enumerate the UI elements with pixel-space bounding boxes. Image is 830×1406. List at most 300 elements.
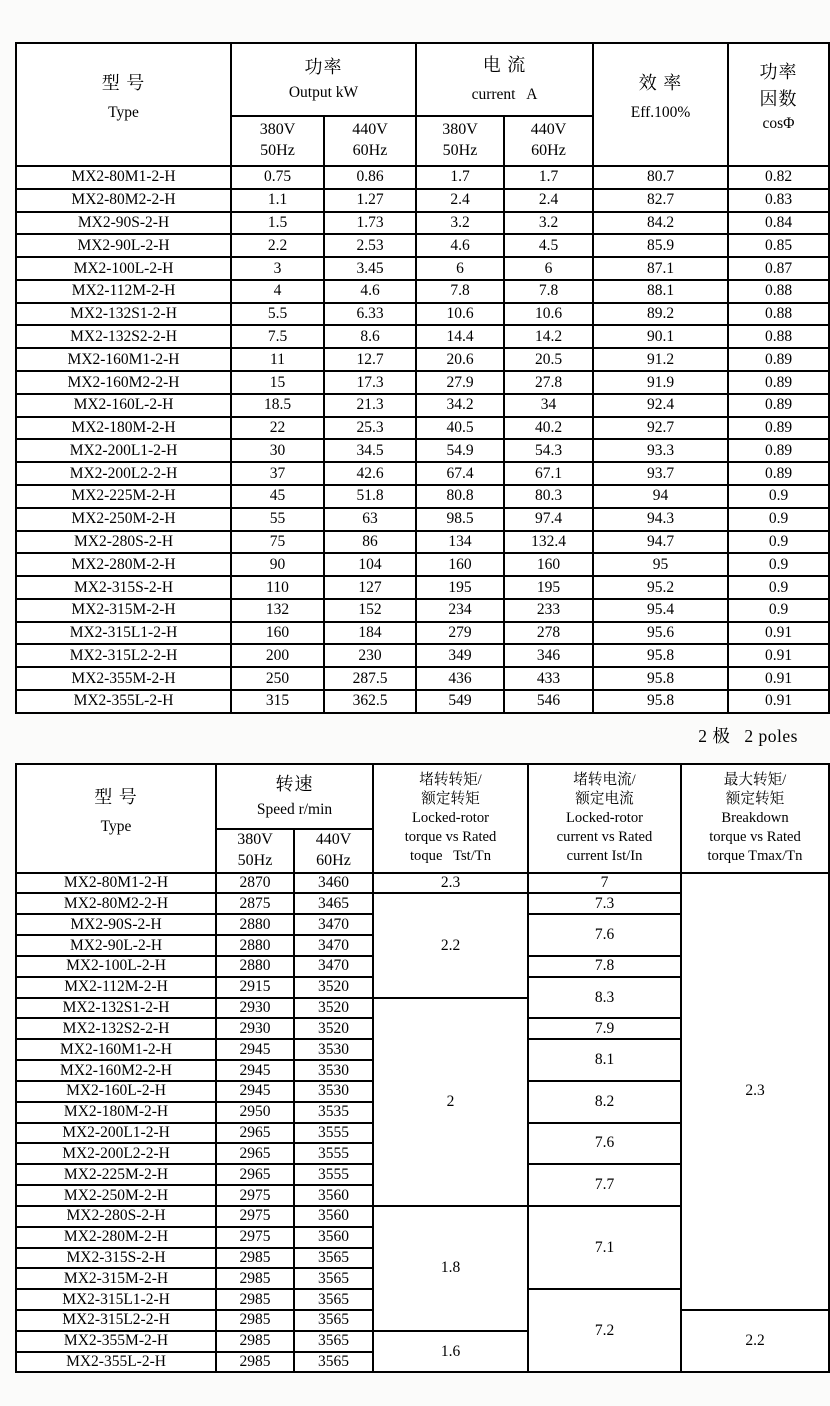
speed-440v-cell: 3560 xyxy=(294,1227,373,1248)
speed-380v-cell: 2945 xyxy=(216,1039,294,1060)
table-row xyxy=(16,599,829,622)
current-440v-cell: 54.3 xyxy=(504,439,593,462)
current-440v-cell: 34 xyxy=(504,394,593,417)
model-cell: MX2-180M-2-H xyxy=(16,1102,216,1123)
current-380v-cell: 549 xyxy=(416,690,504,713)
model-cell: MX2-112M-2-H xyxy=(16,977,216,998)
power-factor-cell: 0.9 xyxy=(728,485,829,508)
current-440v-cell: 278 xyxy=(504,622,593,645)
header-current-en: current A xyxy=(471,85,538,103)
table-row xyxy=(16,325,829,348)
output-380v-cell: 11 xyxy=(231,348,324,371)
power-factor-cell: 0.91 xyxy=(728,667,829,690)
speed-380v-cell: 2985 xyxy=(216,1331,294,1352)
speed-440v-cell: 3555 xyxy=(294,1123,373,1144)
locked-rotor-current-cell: 7.6 xyxy=(528,914,681,956)
speed-440v-cell: 3560 xyxy=(294,1206,373,1227)
output-440v-cell: 152 xyxy=(324,599,416,622)
table-row xyxy=(16,439,829,462)
output-440v-cell: 287.5 xyxy=(324,667,416,690)
header-efficiency-zh: 效 率 xyxy=(638,73,683,94)
output-380v-cell: 18.5 xyxy=(231,394,324,417)
speed-440v-cell: 3520 xyxy=(294,1018,373,1039)
model-cell: MX2-250M-2-H xyxy=(16,1185,216,1206)
speed-380v-cell: 2930 xyxy=(216,998,294,1019)
power-factor-cell: 0.9 xyxy=(728,553,829,576)
model-cell: MX2-80M2-2-H xyxy=(16,189,231,212)
table-row xyxy=(16,508,829,531)
current-440v-cell: 7.8 xyxy=(504,280,593,303)
breakdown-torque-cell: 2.2 xyxy=(681,1310,829,1372)
speed-380v-cell: 2870 xyxy=(216,873,294,894)
efficiency-cell: 80.7 xyxy=(593,166,728,189)
header-power-factor xyxy=(728,43,829,166)
speed-380v-cell: 2880 xyxy=(216,935,294,956)
efficiency-cell: 92.7 xyxy=(593,417,728,440)
speed-440v-cell: 3530 xyxy=(294,1039,373,1060)
model-cell: MX2-132S1-2-H xyxy=(16,303,231,326)
speed-380v-cell: 2880 xyxy=(216,956,294,977)
model-cell: MX2-100L-2-H xyxy=(16,956,216,977)
output-380v-cell: 55 xyxy=(231,508,324,531)
power-factor-cell: 0.89 xyxy=(728,462,829,485)
speed-380v-cell: 2985 xyxy=(216,1248,294,1269)
power-factor-cell: 0.88 xyxy=(728,325,829,348)
speed-440v-cell: 3565 xyxy=(294,1248,373,1269)
locked-rotor-torque-cell: 2 xyxy=(373,998,528,1206)
current-380v-cell: 20.6 xyxy=(416,348,504,371)
model-cell: MX2-315L1-2-H xyxy=(16,1289,216,1310)
locked-rotor-current-cell: 8.1 xyxy=(528,1039,681,1081)
current-440v-cell: 433 xyxy=(504,667,593,690)
current-380v-cell: 10.6 xyxy=(416,303,504,326)
power-factor-cell: 0.82 xyxy=(728,166,829,189)
output-current-table-body xyxy=(16,166,829,713)
locked-rotor-torque-cell: 2.2 xyxy=(373,893,528,997)
speed-380v-cell: 2985 xyxy=(216,1352,294,1373)
current-380v-cell: 98.5 xyxy=(416,508,504,531)
efficiency-cell: 92.4 xyxy=(593,394,728,417)
header-speed xyxy=(216,764,373,829)
speed-380v-cell: 2965 xyxy=(216,1143,294,1164)
subheader-speed-380v: 380V 50Hz xyxy=(216,829,294,873)
output-380v-cell: 22 xyxy=(231,417,324,440)
header-type-en: Type xyxy=(108,103,139,121)
output-440v-cell: 1.73 xyxy=(324,212,416,235)
speed-380v-cell: 2915 xyxy=(216,977,294,998)
poles-note-en: 2 poles xyxy=(744,726,798,746)
speed-440v-cell: 3560 xyxy=(294,1185,373,1206)
speed-440v-cell: 3470 xyxy=(294,935,373,956)
speed-380v-cell: 2945 xyxy=(216,1060,294,1081)
current-380v-cell: 4.6 xyxy=(416,234,504,257)
subheader-current-380v: 380V 50Hz xyxy=(416,116,504,166)
output-440v-cell: 1.27 xyxy=(324,189,416,212)
speed-440v-cell: 3565 xyxy=(294,1331,373,1352)
locked-rotor-torque-cell: 1.8 xyxy=(373,1206,528,1331)
header-efficiency-en: Eff.100% xyxy=(630,103,691,121)
header-type xyxy=(16,43,231,166)
model-cell: MX2-132S2-2-H xyxy=(16,1018,216,1039)
output-440v-cell: 34.5 xyxy=(324,439,416,462)
power-factor-cell: 0.9 xyxy=(728,599,829,622)
current-380v-cell: 2.4 xyxy=(416,189,504,212)
output-440v-cell: 8.6 xyxy=(324,325,416,348)
current-440v-cell: 233 xyxy=(504,599,593,622)
model-cell: MX2-80M1-2-H xyxy=(16,873,216,894)
output-440v-cell: 0.86 xyxy=(324,166,416,189)
current-380v-cell: 349 xyxy=(416,644,504,667)
speed-440v-cell: 3470 xyxy=(294,914,373,935)
efficiency-cell: 82.7 xyxy=(593,189,728,212)
current-440v-cell: 2.4 xyxy=(504,189,593,212)
power-factor-cell: 0.85 xyxy=(728,234,829,257)
efficiency-cell: 95 xyxy=(593,553,728,576)
table-row xyxy=(16,257,829,280)
output-440v-cell: 42.6 xyxy=(324,462,416,485)
subheader-output-380v: 380V 50Hz xyxy=(231,116,324,166)
model-cell: MX2-200L2-2-H xyxy=(16,1143,216,1164)
current-440v-cell: 4.5 xyxy=(504,234,593,257)
model-cell: MX2-280S-2-H xyxy=(16,531,231,554)
efficiency-cell: 89.2 xyxy=(593,303,728,326)
header-breakdown-torque: 最大转矩/ 额定转矩 Breakdown torque vs Rated torque Tmax/Tn xyxy=(681,764,829,873)
model-cell: MX2-132S1-2-H xyxy=(16,998,216,1019)
speed-440v-cell: 3555 xyxy=(294,1143,373,1164)
header-locked-rotor-torque: 堵转转矩/ 额定转矩 Locked-rotor torque vs Rated toque Tst/Tn xyxy=(373,764,528,873)
model-cell: MX2-90S-2-H xyxy=(16,212,231,235)
model-cell: MX2-90L-2-H xyxy=(16,234,231,257)
current-380v-cell: 7.8 xyxy=(416,280,504,303)
current-380v-cell: 134 xyxy=(416,531,504,554)
model-cell: MX2-160M2-2-H xyxy=(16,1060,216,1081)
performance-table xyxy=(15,763,830,1373)
table-row xyxy=(16,531,829,554)
table-row xyxy=(16,348,829,371)
power-factor-cell: 0.89 xyxy=(728,439,829,462)
table-row xyxy=(16,644,829,667)
output-380v-cell: 0.75 xyxy=(231,166,324,189)
output-380v-cell: 4 xyxy=(231,280,324,303)
model-cell: MX2-315L2-2-H xyxy=(16,644,231,667)
header-type-zh: 型 号 xyxy=(94,787,138,808)
efficiency-cell: 95.8 xyxy=(593,667,728,690)
speed-380v-cell: 2880 xyxy=(216,914,294,935)
output-440v-cell: 12.7 xyxy=(324,348,416,371)
current-380v-cell: 67.4 xyxy=(416,462,504,485)
locked-rotor-current-cell: 7.9 xyxy=(528,1018,681,1039)
power-factor-cell: 0.9 xyxy=(728,508,829,531)
output-380v-cell: 37 xyxy=(231,462,324,485)
table-row xyxy=(16,873,829,894)
speed-440v-cell: 3535 xyxy=(294,1102,373,1123)
output-440v-cell: 51.8 xyxy=(324,485,416,508)
table-row xyxy=(16,485,829,508)
output-380v-cell: 1.5 xyxy=(231,212,324,235)
model-cell: MX2-250M-2-H xyxy=(16,508,231,531)
table-row xyxy=(16,280,829,303)
power-factor-cell: 0.9 xyxy=(728,576,829,599)
output-380v-cell: 110 xyxy=(231,576,324,599)
output-380v-cell: 45 xyxy=(231,485,324,508)
model-cell: MX2-280M-2-H xyxy=(16,553,231,576)
speed-440v-cell: 3530 xyxy=(294,1060,373,1081)
output-440v-cell: 86 xyxy=(324,531,416,554)
output-440v-cell: 362.5 xyxy=(324,690,416,713)
performance-table-body xyxy=(16,873,829,1373)
locked-rotor-torque-cell: 2.3 xyxy=(373,873,528,894)
speed-440v-cell: 3565 xyxy=(294,1289,373,1310)
header-current xyxy=(416,43,593,116)
power-factor-cell: 0.89 xyxy=(728,394,829,417)
output-440v-cell: 25.3 xyxy=(324,417,416,440)
speed-440v-cell: 3565 xyxy=(294,1352,373,1373)
power-factor-cell: 0.89 xyxy=(728,371,829,394)
current-440v-cell: 14.2 xyxy=(504,325,593,348)
current-440v-cell: 80.3 xyxy=(504,485,593,508)
efficiency-cell: 94.7 xyxy=(593,531,728,554)
model-cell: MX2-90L-2-H xyxy=(16,935,216,956)
power-factor-cell: 0.84 xyxy=(728,212,829,235)
current-380v-cell: 54.9 xyxy=(416,439,504,462)
model-cell: MX2-280M-2-H xyxy=(16,1227,216,1248)
current-380v-cell: 40.5 xyxy=(416,417,504,440)
output-380v-cell: 75 xyxy=(231,531,324,554)
table-row xyxy=(16,189,829,212)
speed-440v-cell: 3555 xyxy=(294,1164,373,1185)
output-380v-cell: 250 xyxy=(231,667,324,690)
breakdown-torque-cell: 2.3 xyxy=(681,873,829,1310)
current-440v-cell: 97.4 xyxy=(504,508,593,531)
efficiency-cell: 95.6 xyxy=(593,622,728,645)
output-440v-cell: 4.6 xyxy=(324,280,416,303)
locked-rotor-current-cell: 7.3 xyxy=(528,893,681,914)
current-440v-cell: 1.7 xyxy=(504,166,593,189)
model-cell: MX2-355M-2-H xyxy=(16,1331,216,1352)
power-factor-cell: 0.89 xyxy=(728,417,829,440)
efficiency-cell: 94.3 xyxy=(593,508,728,531)
output-440v-cell: 17.3 xyxy=(324,371,416,394)
table-row xyxy=(16,212,829,235)
current-440v-cell: 27.8 xyxy=(504,371,593,394)
model-cell: MX2-80M1-2-H xyxy=(16,166,231,189)
current-380v-cell: 14.4 xyxy=(416,325,504,348)
model-cell: MX2-355L-2-H xyxy=(16,690,231,713)
efficiency-cell: 95.8 xyxy=(593,690,728,713)
model-cell: MX2-160L-2-H xyxy=(16,1081,216,1102)
header-output-en: Output kW xyxy=(288,83,359,101)
model-cell: MX2-100L-2-H xyxy=(16,257,231,280)
model-cell: MX2-200L1-2-H xyxy=(16,1123,216,1144)
speed-380v-cell: 2965 xyxy=(216,1164,294,1185)
poles-note-zh: 2 极 xyxy=(698,726,731,746)
model-cell: MX2-355L-2-H xyxy=(16,1352,216,1373)
table-row xyxy=(16,166,829,189)
model-cell: MX2-160M1-2-H xyxy=(16,1039,216,1060)
output-440v-cell: 6.33 xyxy=(324,303,416,326)
efficiency-cell: 91.9 xyxy=(593,371,728,394)
speed-380v-cell: 2975 xyxy=(216,1185,294,1206)
locked-rotor-current-cell: 7.6 xyxy=(528,1123,681,1165)
current-440v-cell: 160 xyxy=(504,553,593,576)
current-380v-cell: 195 xyxy=(416,576,504,599)
locked-rotor-current-cell: 7.2 xyxy=(528,1289,681,1372)
model-cell: MX2-200L2-2-H xyxy=(16,462,231,485)
table-row xyxy=(16,622,829,645)
output-440v-cell: 104 xyxy=(324,553,416,576)
table-row xyxy=(16,234,829,257)
model-cell: MX2-315M-2-H xyxy=(16,599,231,622)
power-factor-cell: 0.88 xyxy=(728,303,829,326)
power-factor-cell: 0.91 xyxy=(728,644,829,667)
current-380v-cell: 436 xyxy=(416,667,504,690)
model-cell: MX2-315L2-2-H xyxy=(16,1310,216,1331)
model-cell: MX2-180M-2-H xyxy=(16,417,231,440)
current-440v-cell: 40.2 xyxy=(504,417,593,440)
locked-rotor-torque-cell: 1.6 xyxy=(373,1331,528,1373)
header-locked-rotor-current: 堵转电流/ 额定电流 Locked-rotor current vs Rated current Ist/In xyxy=(528,764,681,873)
current-440v-cell: 346 xyxy=(504,644,593,667)
output-current-table xyxy=(15,42,830,714)
output-440v-cell: 127 xyxy=(324,576,416,599)
current-380v-cell: 80.8 xyxy=(416,485,504,508)
output-380v-cell: 2.2 xyxy=(231,234,324,257)
model-cell: MX2-225M-2-H xyxy=(16,485,231,508)
model-cell: MX2-200L1-2-H xyxy=(16,439,231,462)
speed-380v-cell: 2985 xyxy=(216,1268,294,1289)
locked-rotor-current-cell: 7 xyxy=(528,873,681,894)
table-row xyxy=(16,371,829,394)
output-440v-cell: 2.53 xyxy=(324,234,416,257)
performance-table-header xyxy=(16,764,829,873)
current-380v-cell: 234 xyxy=(416,599,504,622)
model-cell: MX2-315S-2-H xyxy=(16,576,231,599)
speed-440v-cell: 3565 xyxy=(294,1268,373,1289)
current-440v-cell: 67.1 xyxy=(504,462,593,485)
header-output xyxy=(231,43,416,116)
subheader-current-440v: 440V 60Hz xyxy=(504,116,593,166)
locked-rotor-current-cell: 8.2 xyxy=(528,1081,681,1123)
output-380v-cell: 5.5 xyxy=(231,303,324,326)
locked-rotor-current-cell: 7.7 xyxy=(528,1164,681,1206)
table-row xyxy=(16,303,829,326)
header-power-factor-en: cosΦ xyxy=(762,115,795,133)
output-380v-cell: 1.1 xyxy=(231,189,324,212)
table-row xyxy=(16,667,829,690)
header-output-zh: 功率 xyxy=(304,57,343,78)
output-380v-cell: 30 xyxy=(231,439,324,462)
model-cell: MX2-80M2-2-H xyxy=(16,893,216,914)
current-380v-cell: 27.9 xyxy=(416,371,504,394)
power-factor-cell: 0.9 xyxy=(728,531,829,554)
efficiency-cell: 90.1 xyxy=(593,325,728,348)
speed-380v-cell: 2975 xyxy=(216,1227,294,1248)
speed-380v-cell: 2875 xyxy=(216,893,294,914)
current-380v-cell: 34.2 xyxy=(416,394,504,417)
power-factor-cell: 0.91 xyxy=(728,690,829,713)
speed-440v-cell: 3460 xyxy=(294,873,373,894)
header-type-zh: 型 号 xyxy=(101,73,146,94)
speed-440v-cell: 3470 xyxy=(294,956,373,977)
efficiency-cell: 94 xyxy=(593,485,728,508)
output-380v-cell: 7.5 xyxy=(231,325,324,348)
power-factor-cell: 0.88 xyxy=(728,280,829,303)
table-row xyxy=(16,690,829,713)
header-power-factor-zh1: 功率 xyxy=(759,61,798,82)
output-380v-cell: 3 xyxy=(231,257,324,280)
output-current-table-header xyxy=(16,43,829,166)
table-row xyxy=(16,417,829,440)
efficiency-cell: 95.2 xyxy=(593,576,728,599)
locked-rotor-current-cell: 7.1 xyxy=(528,1206,681,1289)
table-row xyxy=(16,394,829,417)
model-cell: MX2-280S-2-H xyxy=(16,1206,216,1227)
efficiency-cell: 95.4 xyxy=(593,599,728,622)
current-440v-cell: 3.2 xyxy=(504,212,593,235)
header-efficiency xyxy=(593,43,728,166)
current-440v-cell: 10.6 xyxy=(504,303,593,326)
subheader-speed-440v: 440V 60Hz xyxy=(294,829,373,873)
header-speed-en: Speed r/min xyxy=(256,800,333,818)
speed-440v-cell: 3520 xyxy=(294,998,373,1019)
header-power-factor-zh2: 因数 xyxy=(759,88,798,109)
current-380v-cell: 6 xyxy=(416,257,504,280)
poles-note xyxy=(698,723,798,748)
current-440v-cell: 20.5 xyxy=(504,348,593,371)
output-380v-cell: 15 xyxy=(231,371,324,394)
efficiency-cell: 93.7 xyxy=(593,462,728,485)
speed-380v-cell: 2985 xyxy=(216,1289,294,1310)
efficiency-cell: 87.1 xyxy=(593,257,728,280)
table-row xyxy=(16,553,829,576)
speed-440v-cell: 3520 xyxy=(294,977,373,998)
speed-380v-cell: 2945 xyxy=(216,1081,294,1102)
model-cell: MX2-355M-2-H xyxy=(16,667,231,690)
output-440v-cell: 230 xyxy=(324,644,416,667)
efficiency-cell: 85.9 xyxy=(593,234,728,257)
output-380v-cell: 160 xyxy=(231,622,324,645)
model-cell: MX2-112M-2-H xyxy=(16,280,231,303)
output-380v-cell: 315 xyxy=(231,690,324,713)
output-440v-cell: 21.3 xyxy=(324,394,416,417)
speed-440v-cell: 3530 xyxy=(294,1081,373,1102)
header-speed-zh: 转速 xyxy=(275,774,314,795)
model-cell: MX2-315S-2-H xyxy=(16,1248,216,1269)
locked-rotor-current-cell: 7.8 xyxy=(528,956,681,977)
current-380v-cell: 279 xyxy=(416,622,504,645)
model-cell: MX2-160M1-2-H xyxy=(16,348,231,371)
locked-rotor-current-cell: 8.3 xyxy=(528,977,681,1019)
speed-380v-cell: 2950 xyxy=(216,1102,294,1123)
subheader-output-440v: 440V 60Hz xyxy=(324,116,416,166)
current-440v-cell: 195 xyxy=(504,576,593,599)
header-current-zh: 电 流 xyxy=(482,55,527,76)
current-380v-cell: 3.2 xyxy=(416,212,504,235)
output-440v-cell: 3.45 xyxy=(324,257,416,280)
model-cell: MX2-315M-2-H xyxy=(16,1268,216,1289)
output-440v-cell: 63 xyxy=(324,508,416,531)
model-cell: MX2-160L-2-H xyxy=(16,394,231,417)
header-type-en: Type xyxy=(100,817,132,835)
header-type xyxy=(16,764,216,873)
efficiency-cell: 93.3 xyxy=(593,439,728,462)
speed-380v-cell: 2975 xyxy=(216,1206,294,1227)
speed-380v-cell: 2985 xyxy=(216,1310,294,1331)
model-cell: MX2-160M2-2-H xyxy=(16,371,231,394)
model-cell: MX2-225M-2-H xyxy=(16,1164,216,1185)
speed-440v-cell: 3565 xyxy=(294,1310,373,1331)
model-cell: MX2-315L1-2-H xyxy=(16,622,231,645)
